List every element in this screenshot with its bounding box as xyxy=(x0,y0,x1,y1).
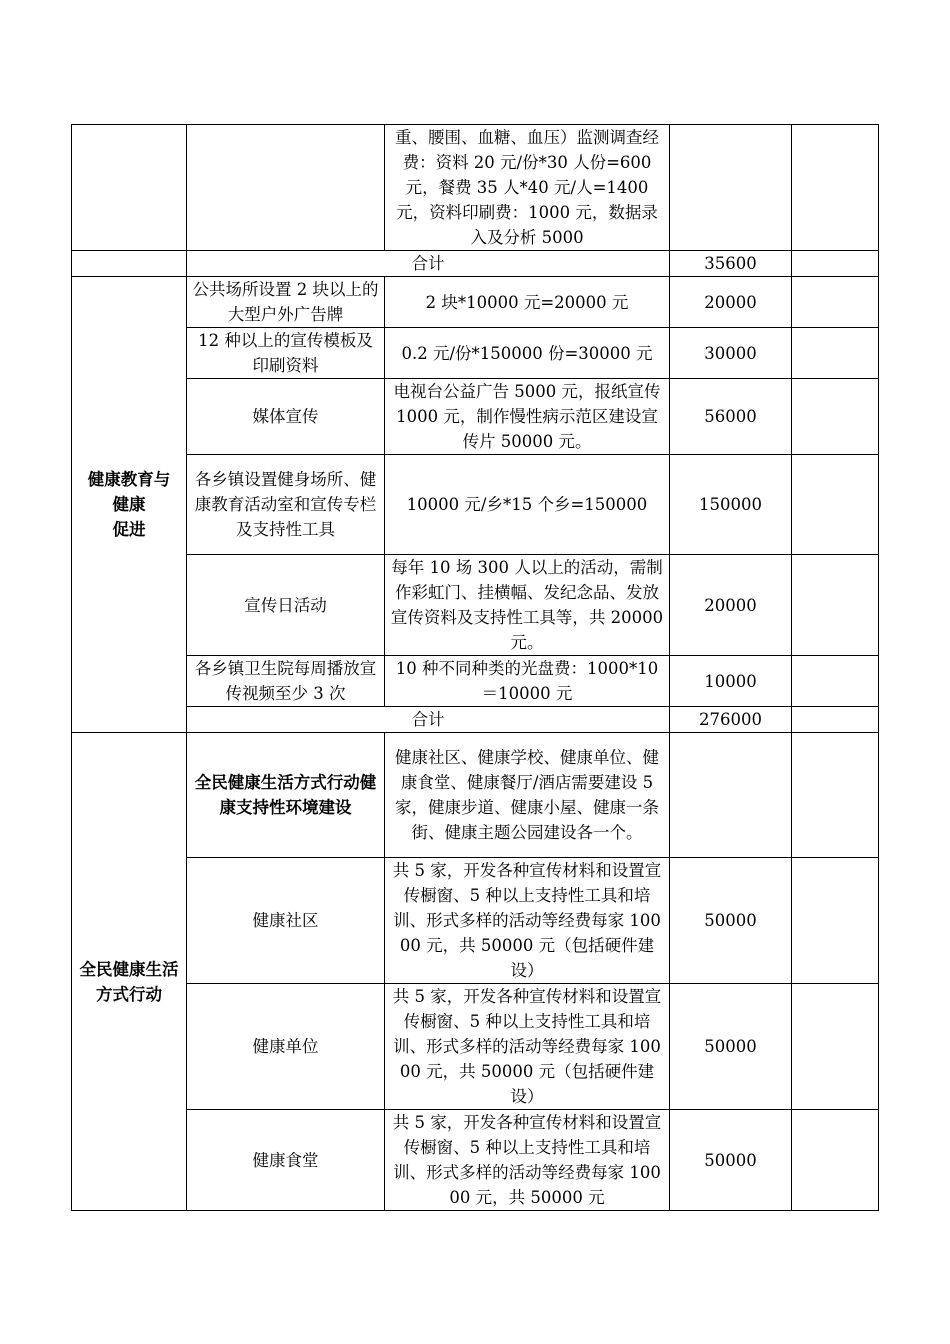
desc-cell: 健康社区、健康学校、健康单位、健康食堂、健康餐厅/酒店需要建设 5 家，健康步道、健康小屋、健康一条街、健康主题公园建设各一个。 xyxy=(385,733,670,858)
subtotal-row xyxy=(72,707,879,733)
item-cell: 健康社区 xyxy=(187,858,385,984)
item-cell: 媒体宣传 xyxy=(187,379,385,455)
note-cell xyxy=(792,455,879,555)
table-row xyxy=(72,1110,879,1211)
table-row xyxy=(72,277,879,328)
table-row xyxy=(72,984,879,1110)
item-cell xyxy=(187,125,385,251)
category-cell xyxy=(72,251,187,277)
table-row xyxy=(72,555,879,656)
table-row xyxy=(72,656,879,707)
table-row xyxy=(72,858,879,984)
table-row xyxy=(72,125,879,251)
amount-cell: 50000 xyxy=(670,984,792,1110)
item-cell: 各乡镇设置健身场所、健康教育活动室和宣传专栏及支持性工具 xyxy=(187,455,385,555)
desc-cell: 0.2 元/份*150000 份=30000 元 xyxy=(385,328,670,379)
note-cell xyxy=(792,251,879,277)
subtotal-row xyxy=(72,251,879,277)
note-cell xyxy=(792,379,879,455)
amount-cell: 150000 xyxy=(670,455,792,555)
note-cell xyxy=(792,707,879,733)
table-row xyxy=(72,328,879,379)
note-cell xyxy=(792,858,879,984)
amount-cell: 20000 xyxy=(670,277,792,328)
note-cell xyxy=(792,125,879,251)
note-cell xyxy=(792,1110,879,1211)
item-cell: 健康单位 xyxy=(187,984,385,1110)
table-row xyxy=(72,733,879,858)
desc-cell: 共 5 家，开发各种宣传材料和设置宣传橱窗、5 种以上支持性工具和培训、形式多样的活动等经费每家 10000 元，共 50000 元（包括硬件建设） xyxy=(385,858,670,984)
desc-cell: 电视台公益广告 5000 元，报纸宣传 1000 元，制作慢性病示范区建设宣传片 50000 元。 xyxy=(385,379,670,455)
category-line: 健康教育与 xyxy=(87,470,171,489)
note-cell xyxy=(792,555,879,656)
amount-cell: 56000 xyxy=(670,379,792,455)
category-line: 健康 xyxy=(112,495,146,514)
desc-cell: 10000 元/乡*15 个乡=150000 xyxy=(385,455,670,555)
category-cell-lifestyle: 全民健康生活方式行动 xyxy=(72,733,187,1211)
desc-cell: 2 块*10000 元=20000 元 xyxy=(385,277,670,328)
note-cell xyxy=(792,277,879,328)
subtotal-amount: 276000 xyxy=(670,707,792,733)
note-cell xyxy=(792,984,879,1110)
budget-table xyxy=(71,124,879,1211)
subtotal-label: 合计 xyxy=(187,707,670,733)
subtotal-amount: 35600 xyxy=(670,251,792,277)
desc-cell: 共 5 家，开发各种宣传材料和设置宣传橱窗、5 种以上支持性工具和培训、形式多样的活动等经费每家 10000 元，共 50000 元（包括硬件建设） xyxy=(385,984,670,1110)
amount-cell: 20000 xyxy=(670,555,792,656)
amount-cell: 10000 xyxy=(670,656,792,707)
amount-cell xyxy=(670,125,792,251)
note-cell xyxy=(792,656,879,707)
item-cell: 12 种以上的宣传模板及印刷资料 xyxy=(187,328,385,379)
item-cell: 公共场所设置 2 块以上的大型户外广告牌 xyxy=(187,277,385,328)
category-cell-health-education xyxy=(72,277,187,733)
item-cell: 宣传日活动 xyxy=(187,555,385,656)
subtotal-label: 合计 xyxy=(187,251,670,277)
item-cell: 各乡镇卫生院每周播放宣传视频至少 3 次 xyxy=(187,656,385,707)
amount-cell: 30000 xyxy=(670,328,792,379)
note-cell xyxy=(792,328,879,379)
amount-cell xyxy=(670,733,792,858)
desc-cell: 10 种不同种类的光盘费：1000*10＝10000 元 xyxy=(385,656,670,707)
category-line: 促进 xyxy=(112,520,146,539)
amount-cell: 50000 xyxy=(670,858,792,984)
desc-cell: 共 5 家，开发各种宣传材料和设置宣传橱窗、5 种以上支持性工具和培训、形式多样的活动等经费每家 10000 元，共 50000 元 xyxy=(385,1110,670,1211)
category-cell xyxy=(72,125,187,251)
amount-cell: 50000 xyxy=(670,1110,792,1211)
item-cell: 健康食堂 xyxy=(187,1110,385,1211)
note-cell xyxy=(792,733,879,858)
table-row xyxy=(72,379,879,455)
desc-cell: 重、腰围、血糖、血压）监测调查经费：资料 20 元/份*30 人份=600 元，餐费 35 人*40 元/人=1400 元，资料印刷费：1000 元，数据录入及分析 5000 xyxy=(385,125,670,251)
desc-cell: 每年 10 场 300 人以上的活动，需制作彩虹门、挂横幅、发纪念品、发放宣传资料及支持性工具等，共 20000 元。 xyxy=(385,555,670,656)
item-cell: 全民健康生活方式行动健康支持性环境建设 xyxy=(187,733,385,858)
table-row xyxy=(72,455,879,555)
